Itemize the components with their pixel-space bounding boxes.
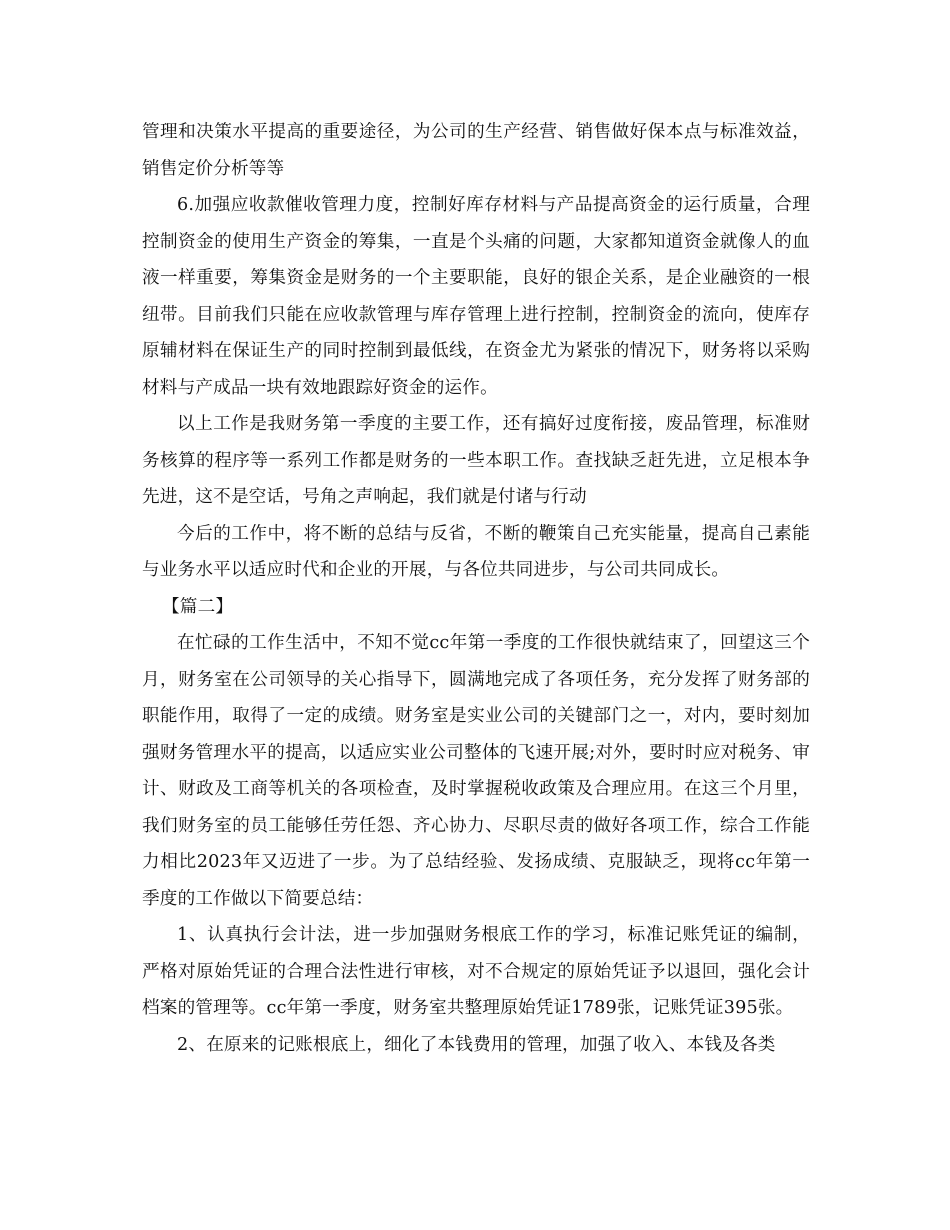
paragraph: 管理和决策水平提高的重要途径，为公司的生产经营、销售做好保本点与标准效益，销售定价分析等等 [142, 122, 810, 179]
paragraph: 2、在原来的记账根底上，细化了本钱费用的管理，加强了收入、本钱及各类 [177, 1034, 776, 1055]
paragraph: 6.加强应收款催收管理力度，控制好库存材料与产品提高资金的运行质量，合理控制资金的使用生产资金的筹集，一直是个头痛的问题，大家都知道资金就像人的血液一样重要，筹集资金是财务的一个主要职能，良好的银企关系，是企业融资的一根纽带。目前我们只能在应收款管理与库存管理上进行控制，控制资金的流向，使库存原辅材料在保证生产的同时控制到最低线，在资金尤为紧张的情况下，财务将以采购材料与产成品一块有效地跟踪好资金的运作。 [142, 195, 810, 398]
document-page [142, 114, 810, 1063]
paragraph: 1、认真执行会计法，进一步加强财务根底工作的学习，标准记账凭证的编制，严格对原始凭证的合理合法性进行审核，对不合规定的原始凭证予以退回，强化会计档案的管理等。cc年第一季度，财务室共整理原始凭证1789张，记账凭证395张。 [142, 925, 810, 1018]
paragraph: 今后的工作中，将不断的总结与反省，不断的鞭策自己充实能量，提高自己素能与业务水平以适应时代和企业的开展，与各位共同进步，与公司共同成长。 [142, 523, 810, 580]
section-heading: 【篇二】 [162, 596, 234, 617]
paragraph: 在忙碌的工作生活中，不知不觉cc年第一季度的工作很快就结束了，回望这三个月，财务室在公司领导的关心指导下，圆满地完成了各项任务，充分发挥了财务部的职能作用，取得了一定的成绩。财务室是实业公司的关键部门之一，对内，要时刻加强财务管理水平的提高，以适应实业公司整体的飞速开展;对外，要时时应对税务、审计、财政及工商等机关的各项检查，及时掌握税收政策及合理应用。在这三个月里，我们财务室的员工能够任劳任怨、齐心协力、尽职尽责的做好各项工作，综合工作能力相比2023年又迈进了一步。为了总结经验、发扬成绩、克服缺乏，现将cc年第一季度的工作做以下简要总结： [142, 633, 810, 909]
paragraph: 以上工作是我财务第一季度的主要工作，还有搞好过度衔接，废品管理，标准财务核算的程序等一系列工作都是财务的一些本职工作。查找缺乏赶先进，立足根本争先进，这不是空话，号角之声响起，我们就是付诸与行动 [142, 414, 810, 507]
